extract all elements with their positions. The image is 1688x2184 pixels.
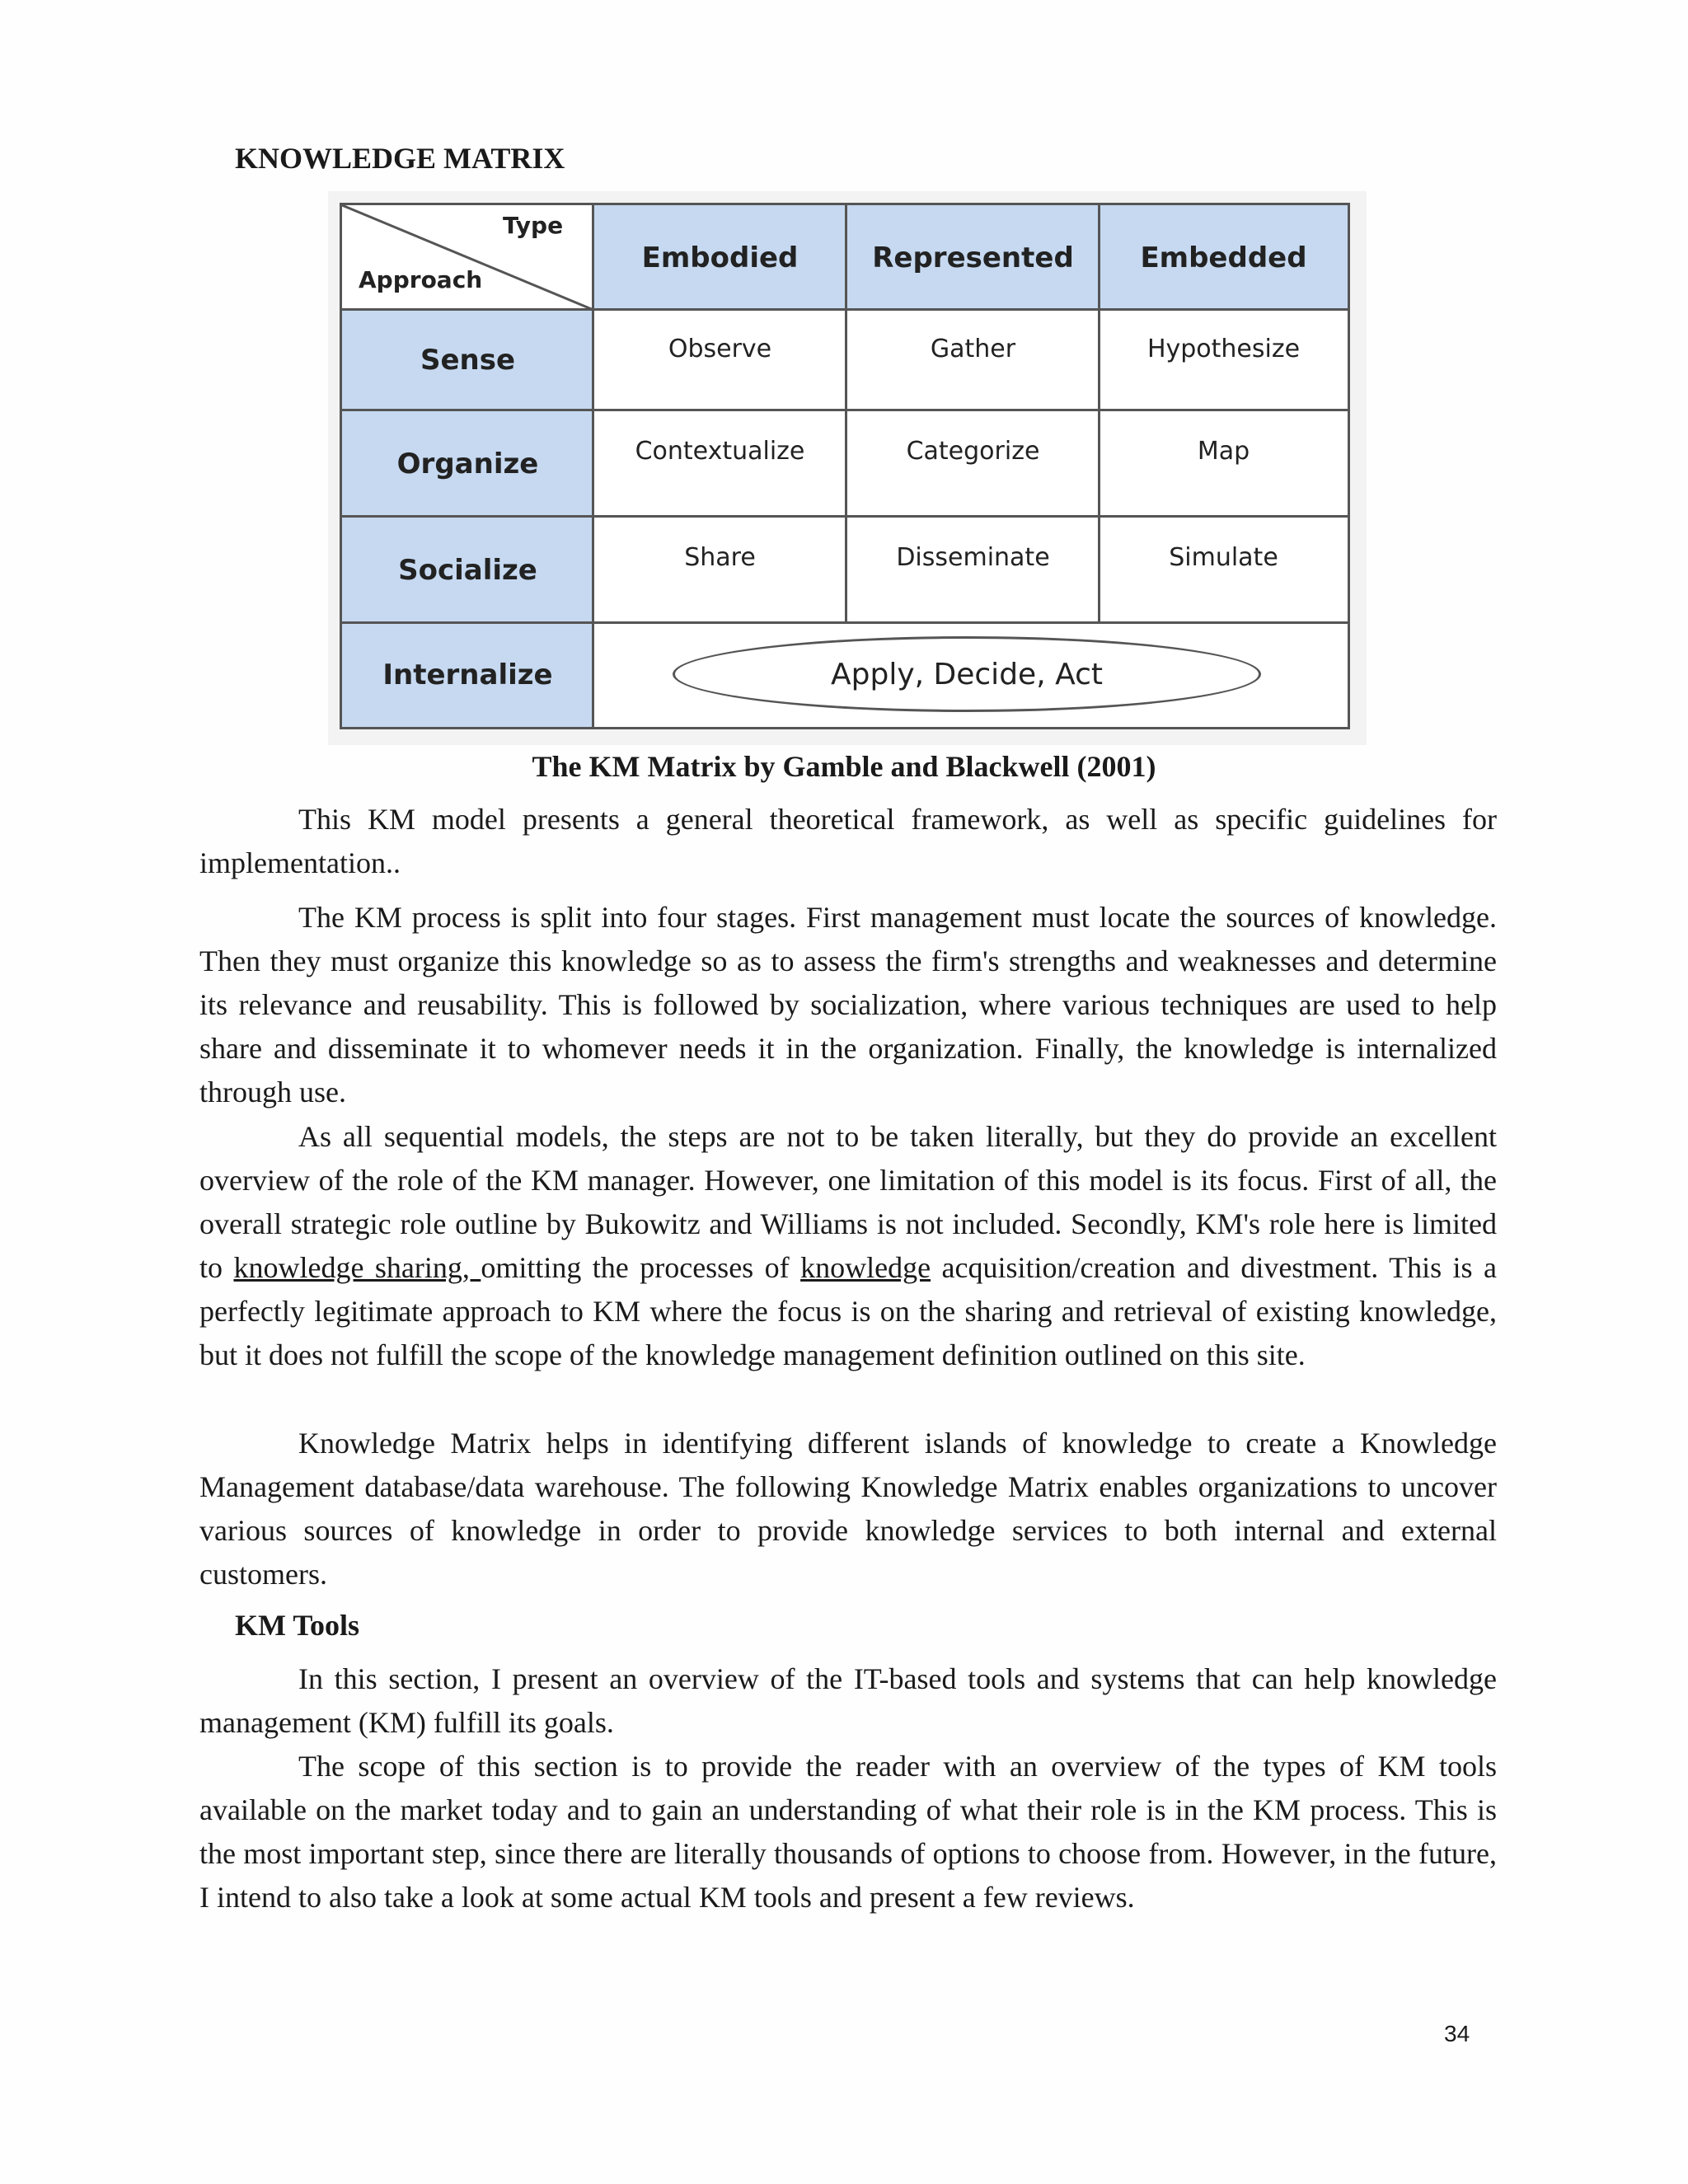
cell-organize-represented: Categorize	[906, 437, 1040, 466]
corner-label-type: Type	[503, 212, 564, 239]
paragraph-text: omitting the processes of	[481, 1251, 801, 1284]
column-header-embodied: Embodied	[641, 241, 799, 274]
figure-caption: The KM Matrix by Gamble and Blackwell (2001)	[532, 750, 1156, 783]
cell-organize-embedded: Map	[1197, 437, 1250, 466]
internalize-ellipse: Apply, Decide, Act	[673, 636, 1261, 712]
grid-line	[845, 205, 847, 623]
grid-line	[342, 621, 1348, 624]
cell-internalize-span	[593, 623, 1348, 727]
row-header-sense: Sense	[420, 344, 516, 377]
corner-label-approach: Approach	[359, 266, 483, 293]
paragraph-text: acquisition/creation and divestment. This is a perfectly legitimate approach to KM where the focus is on the sharing and retrieval of existing knowledge, but it does not fulfill the scope of the knowledge management definition outlined on this site.	[199, 1251, 1498, 1371]
link-knowledge[interactable]: knowledge	[800, 1251, 931, 1284]
grid-line	[592, 205, 594, 727]
cell-socialize-embedded: Simulate	[1169, 543, 1278, 572]
row-header-organize: Organize	[396, 447, 539, 480]
grid-line	[342, 409, 1348, 411]
cell-sense-embedded: Hypothesize	[1146, 335, 1301, 363]
paragraph: The KM process is split into four stages. First management must locate the sources of knowledge. Then they must organize this knowledge so as to assess the firm's strengths and weaknesses and determine its relevance and reusability. This is followed by socialization, where various techniques are used to help share and disseminate it to whomever needs it in the organization. Finally, the knowledge is internalized through use.	[199, 901, 1497, 1108]
grid-line	[342, 515, 1348, 518]
paragraph-text: As all sequential models, the steps are not to be taken literally, but they do provide an excellent overview of the role of the KM manager. However, one limitation of this model is its focus. First of all, the overall strategic role outline by Bukowitz and Williams is not included. Secondly, KM's role here is limited to	[199, 1120, 1497, 1284]
link-knowledge-sharing[interactable]: knowledge sharing,	[233, 1251, 481, 1284]
cell-sense-represented: Gather	[930, 335, 1016, 363]
grid-line	[1098, 205, 1100, 623]
section-heading-knowledge-matrix: KNOWLEDGE MATRIX	[235, 142, 565, 175]
row-header-internalize: Internalize	[382, 658, 553, 691]
cell-socialize-represented: Disseminate	[896, 543, 1050, 572]
grid-line	[342, 308, 1348, 311]
paragraph: Knowledge Matrix helps in identifying different islands of knowledge to create a Knowledge Management database/data warehouse. The following Knowledge Matrix enables organizations to uncover various sources of knowledge in order to provide knowledge services to both internal and external customers.	[199, 1427, 1497, 1591]
km-matrix-table	[340, 203, 1350, 729]
paragraph	[199, 1115, 1497, 1377]
page-number: 34	[1444, 2021, 1470, 2046]
row-header-socialize: Socialize	[398, 553, 537, 587]
paragraph: This KM model presents a general theoretical framework, as well as specific guidelines for implementation..	[199, 803, 1497, 879]
cell-sense-embodied: Observe	[668, 335, 772, 363]
column-header-embedded: Embedded	[1140, 241, 1307, 274]
column-header-represented: Represented	[872, 241, 1074, 274]
paragraph: The scope of this section is to provide the reader with an overview of the types of KM tools available on the market today and to gain an understanding of what their role is in the KM process. This is the most important step, since there are literally thousands of options to choose from. However, in the future, I intend to also take a look at some actual KM tools and present a few reviews.	[199, 1750, 1497, 1914]
cell-organize-embodied: Contextualize	[635, 437, 805, 466]
cell-socialize-embodied: Share	[684, 543, 756, 572]
paragraph: In this section, I present an overview of the IT-based tools and systems that can help knowledge management (KM) fulfill its goals.	[199, 1662, 1497, 1739]
section-heading-km-tools: KM Tools	[235, 1609, 360, 1642]
